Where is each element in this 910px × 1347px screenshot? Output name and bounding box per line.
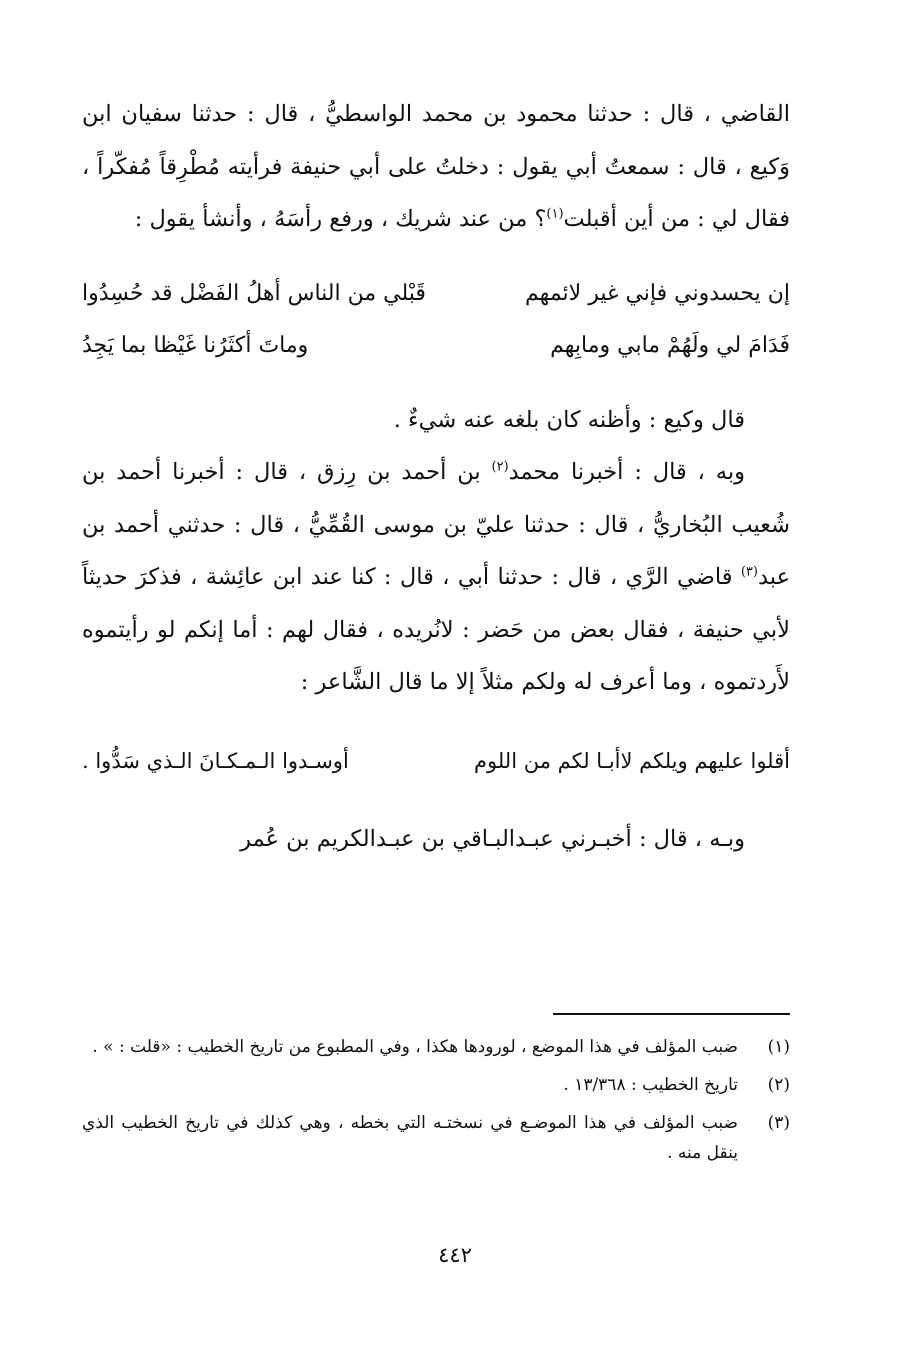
footnote-2	[82, 1070, 790, 1100]
paragraph-1	[82, 88, 790, 246]
verse-line-3	[82, 735, 790, 787]
paragraph-3	[82, 446, 790, 709]
verse-1-second-hemistich: قَبْلي من الناس أهلُ الفَضْل قد حُسِدُوا	[82, 280, 426, 306]
footnote-ref-1: (١)	[546, 206, 564, 222]
footnote-number: (٣)	[767, 1113, 790, 1133]
footnote-text: تاريخ الخطيب : ١٣/٣٦٨ .	[563, 1075, 738, 1095]
verse-2-first-hemistich: فَدَامَ لي ولَهُمْ مابي ومابِهم	[550, 332, 790, 358]
paragraph-3-text-b: بن أحمد بن رِزق ، قال : أخبرنا أحمد بن شُعيب البُخاريُّ ، قال : حدثنا عليّ بن موسى القُمِّيُّ ، قال : حدثني أحمد بن عبد	[82, 459, 790, 590]
verse-1-first-hemistich: إن يحسدوني فإني غير لائمهم	[525, 280, 790, 306]
verse-line-2	[82, 320, 790, 372]
page-number: ٤٤٢	[438, 1243, 472, 1267]
verse-line-1	[82, 268, 790, 320]
paragraph-4: وبـه ، قال : أخبـرني عبـدالبـاقي بن عبـدالكريم بن عُمر	[240, 825, 745, 852]
verse-3-first-hemistich: أقلوا عليهم ويلكم لاأبـا لكم من اللوم	[474, 748, 790, 773]
main-text	[82, 88, 790, 865]
footnote-number: (١)	[767, 1037, 790, 1057]
paragraph-3-text-c: قاضي الرَّي ، قال : حدثنا أبي ، قال : كنا عند ابن عائِشة ، فذكرَ حديثاً لأبي حنيفة ، فقال بعض من حَضر : لانُريده ، فقال لهم : أما إنكم لو رأيتموه لأَردتموه ، وما أعرف له ولكم مثلاً إلا ما قال الشَّاعر :	[82, 564, 790, 695]
verse-2-second-hemistich: وماتَ أكثَرُنا غَيْظا بما يَجِدُ	[82, 332, 309, 358]
paragraph-2: قال وكيع : وأظنه كان بلغه عنه شيءٌ .	[393, 406, 745, 433]
footnote-ref-2: (٢)	[491, 459, 509, 475]
footnote-ref-3: (٣)	[740, 564, 758, 580]
paragraph-1-tail: ؟ من عند شريك ، ورفع رأسَهُ ، وأنشأ يقول :	[134, 206, 547, 232]
footnote-1	[82, 1032, 790, 1062]
footnote-text: ضبب المؤلف في هذا الموضع ، لورودها هكذا ، وفي المطبوع من تاريخ الخطيب : «قلت : » .	[92, 1037, 738, 1057]
paragraph-3-text-a: وبه ، قال : أخبرنا محمد	[508, 459, 745, 485]
verse-3-second-hemistich: أوسـدوا الـمـكـانَ الـذي سَدُّوا .	[82, 748, 349, 773]
footnote-number: (٢)	[767, 1075, 790, 1095]
paragraph-1-text: القاضي ، قال : حدثنا محمود بن محمد الواسطيُّ ، قال : حدثنا سفيان ابن وَكيع ، قال : سمعتُ أبي يقول : دخلتُ على أبي حنيفة فرأيته مُطْرِقاً مُفكّراً ، فقال لي : من أين أقبلت	[82, 101, 790, 232]
footnote-3	[82, 1108, 790, 1168]
footnote-text: ضبب المؤلف في هذا الموضـع في نسختـه التي بخطه ، وهي كذلك في تاريخ الخطيب الذي ينقل منه .	[82, 1113, 738, 1163]
footnotes	[82, 1032, 790, 1176]
footnote-separator	[553, 1013, 790, 1015]
